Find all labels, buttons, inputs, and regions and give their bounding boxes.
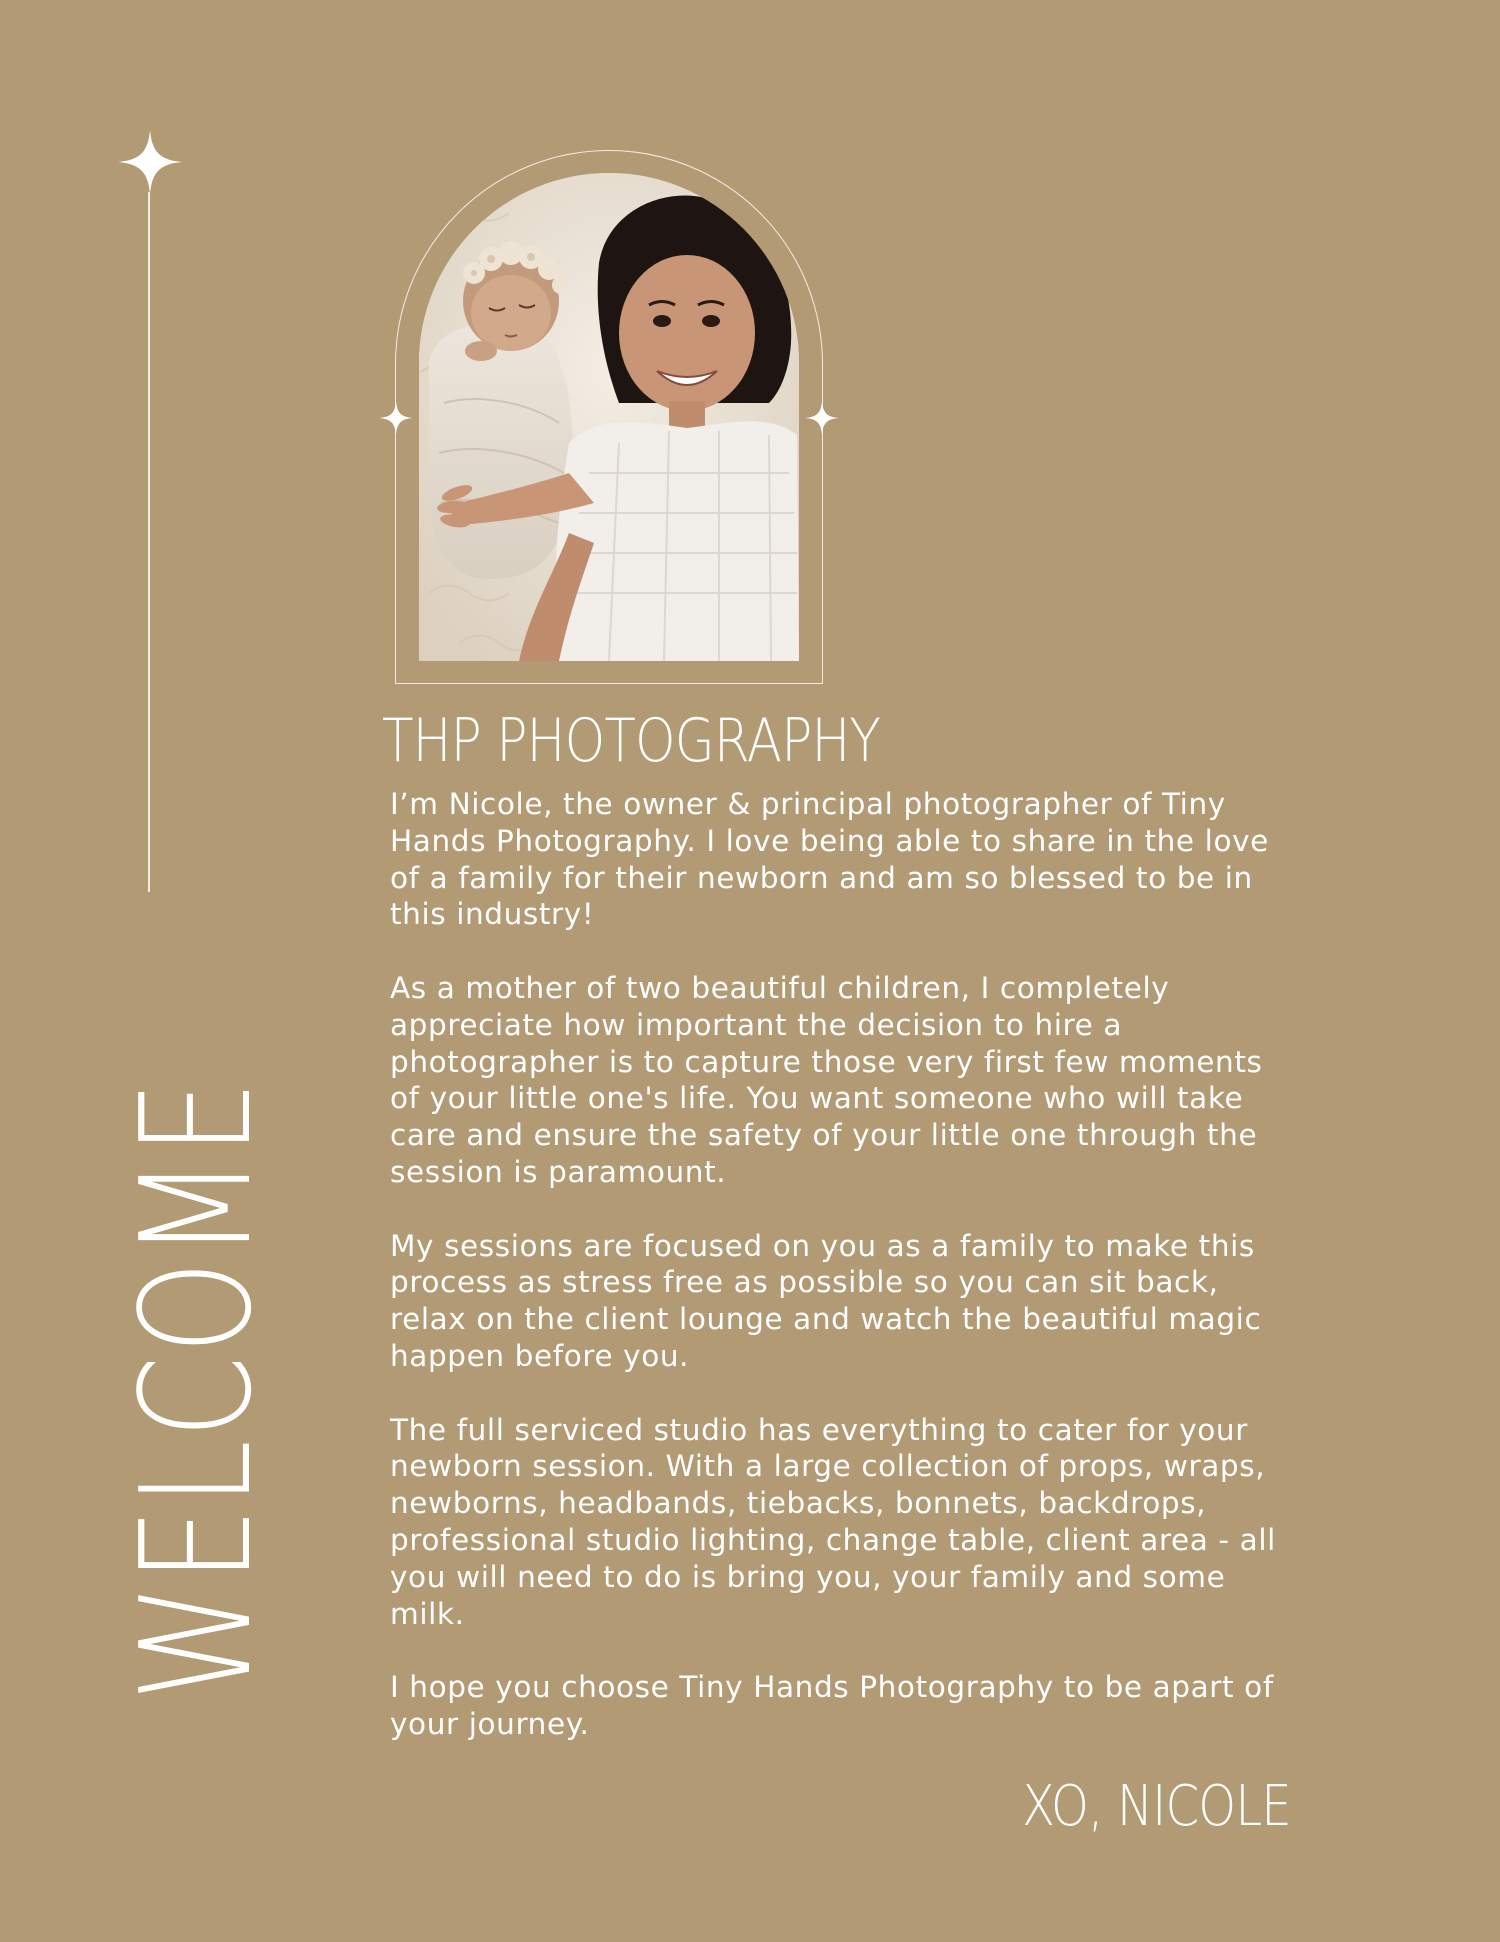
text-line: process as stress free as possible so you can sit back, [390,1265,1219,1300]
text-line: your journey. [390,1706,590,1741]
intro-letter [390,786,1390,1780]
four-point-star-icon [118,130,182,194]
paragraph [390,1412,1390,1633]
paragraph [390,786,1390,933]
paragraph [390,970,1390,1191]
side-title-container [108,985,285,1795]
text-line: photographer is to capture those very first few moments [390,1044,1263,1079]
four-point-star-icon [379,401,413,435]
text-line: of your little one's life. You want someone who will take [390,1081,1244,1116]
text-line: As a mother of two beautiful children, I completely [390,970,1170,1005]
text-line: session is paramount. [390,1154,727,1189]
text-line: The full serviced studio has everything to cater for your [390,1412,1248,1447]
text-line: newborn session. With a large collection of props, wraps, [390,1449,1266,1484]
text-line: you will need to do is bring you, your family and some [390,1559,1226,1594]
text-line: My sessions are focused on you as a family to make this [390,1228,1255,1263]
text-line: I’m Nicole, the owner & principal photographer of Tiny [390,787,1226,821]
signature: XO, NICOLE [1022,1774,1291,1839]
text-line: appreciate how important the decision to hire a [390,1007,1123,1042]
paragraph [390,1669,1390,1743]
text-line: I hope you choose Tiny Hands Photography to be apart of [390,1670,1274,1705]
text-line: professional studio lighting, change table, client area - all [390,1522,1276,1557]
photo-illustration [419,173,799,661]
text-line: milk. [390,1596,465,1631]
four-point-star-icon [805,401,839,435]
text-line: relax on the client lounge and watch the beautiful magic [390,1302,1262,1337]
text-line: happen before you. [390,1338,690,1373]
text-line: Hands Photography. I love being able to share in the love [390,823,1269,858]
paragraph [390,1228,1390,1375]
text-line: of a family for their newborn and am so blessed to be in [390,860,1253,895]
text-line: this industry! [390,897,595,932]
newborn-and-sister-photo [419,173,799,661]
text-line: care and ensure the safety of your little one through the [390,1118,1258,1153]
decorative-vertical-line [148,192,150,892]
side-title: WELCOME [108,1078,285,1702]
text-line: newborns, headbands, tiebacks, bonnets, backdrops, [390,1486,1207,1521]
page-heading: THP PHOTOGRAPHY [382,706,881,776]
